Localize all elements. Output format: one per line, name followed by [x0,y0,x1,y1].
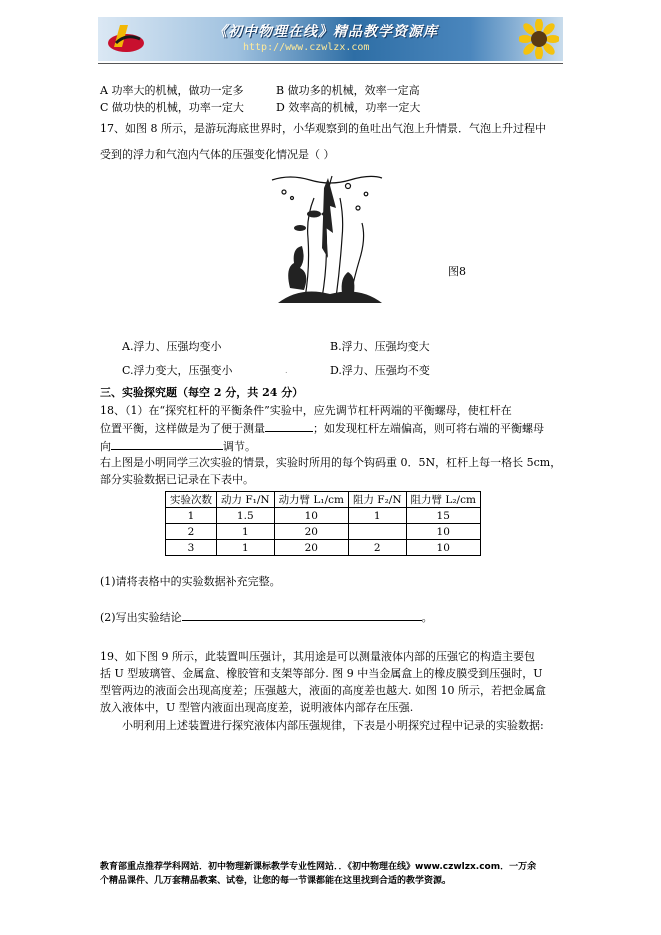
table-cell-empty[interactable] [348,524,406,540]
q17-option-b: B.浮力、压强均变大 [330,340,430,353]
q18-sub-2a: (2)写出实验结论 [100,611,182,624]
q19-line-4: 放入液体中，U 型管内液面出现高度差，说明液体内部存在压强. [100,701,414,714]
q17-line-2: 受到的浮力和气泡内气体的压强变化情况是（ ） [100,148,335,161]
q17-option-a: A.浮力、压强均变小 [122,340,222,353]
q18-blank-measure[interactable] [265,420,313,432]
section-3-heading: 三、实验探究题（每空 2 分，共 24 分） [100,386,304,399]
q17-line-1: 17、如图 8 所示，是游玩海底世界时，小华观察到的鱼吐出气泡上升情景．气泡上升过程中 [100,122,546,135]
table-cell: 20 [274,524,348,540]
q18-line-3 [100,438,256,455]
table-row [166,524,481,540]
lever-data-table [165,491,481,556]
table-cell: 1 [166,508,217,524]
figure-8-underwater-image [270,168,385,308]
q18-line-2b: ；如发现杠杆左端偏高，则可将右端的平衡螺母 [313,422,544,435]
q18-line-2a: 位置平衡，这样做是为了便于测量 [100,422,265,435]
table-cell: 2 [348,540,406,556]
table-cell: 15 [406,508,480,524]
table-row [166,508,481,524]
header-divider [98,63,563,64]
site-logo-icon [106,21,146,57]
table-cell: 10 [406,540,480,556]
q16-option-b: B 做功多的机械，效率一定高 [276,84,420,97]
q17-option-c: C.浮力变大，压强变小 [122,364,233,377]
q19-line-5: 小明利用上述装置进行探究液体内部压强规律，下表是小明探究过程中记录的实验数据: [122,719,544,732]
banner-url[interactable]: http://www.czwlzx.com [243,42,370,53]
figure-8-label: 图8 [448,265,466,278]
table-cell: 3 [166,540,217,556]
table-row [166,540,481,556]
table-cell: 1.5 [217,508,275,524]
q18-blank-conclusion[interactable] [182,609,422,621]
q18-sub-1: (1)请将表格中的实验数据补充完整。 [100,575,281,588]
q18-line-5: 部分实验数据已记录在下表中。 [100,473,254,486]
q16-option-a: A 功率大的机械，做功一定多 [100,84,244,97]
stray-dot: . [285,366,288,375]
table-header-row [166,492,481,508]
q16-option-c: C 做功快的机械，功率一定大 [100,101,244,114]
q18-sub-2 [100,609,433,626]
table-cell: 1 [217,524,275,540]
table-header-cell: 阻力 F₂/N [348,492,406,508]
q18-blank-direction[interactable] [111,438,223,450]
table-header-cell: 动力 F₁/N [217,492,275,508]
table-cell: 2 [166,524,217,540]
q18-line-4: 右上图是小明同学三次实验的情景，实验时所用的每个钩码重 0．5N，杠杆上每一格长 5cm， [100,456,562,469]
table-header-cell: 阻力臂 L₂/cm [406,492,480,508]
q16-option-d: D 效率高的机械，功率一定大 [276,101,421,114]
header-banner [98,17,563,61]
sunflower-icon [519,19,559,59]
table-cell: 10 [406,524,480,540]
table-cell: 10 [274,508,348,524]
banner-title: 《初中物理在线》精品教学资源库 [213,24,438,40]
q19-line-1: 19、如下图 9 所示，此装置叫压强计，其用途是可以测量液体内部的压强它的构造主要包 [100,650,535,663]
footer-line-2: 个精品课件、几万套精品教案、试卷，让您的每一节课都能在这里找到合适的教学资源。 [100,876,452,886]
q19-line-3: 型管两边的液面会出现高度差；压强越大，液面的高度差也越大. 如图 10 所示，若把金属盒 [100,684,546,697]
table-cell: 1 [348,508,406,524]
table-header-cell: 实验次数 [166,492,217,508]
q18-line-1: 18、（1）在“探究杠杆的平衡条件”实验中，应先调节杠杆两端的平衡螺母，使杠杆在 [100,404,512,417]
q19-line-2: 括 U 型玻璃管、金属盒、橡胶管和支架等部分. 图 9 中当金属盒上的橡皮膜受到压强时，U [100,667,543,680]
q17-option-d: D.浮力、压强均不变 [330,364,430,377]
table-cell: 1 [217,540,275,556]
table-header-cell: 动力臂 L₁/cm [274,492,348,508]
q18-sub-2b: 。 [421,611,433,624]
q18-line-2 [100,420,544,437]
table-cell: 20 [274,540,348,556]
footer-line-1: 教育部重点推荐学科网站．初中物理新课标教学专业性网站．．《初中物理在线》www.czwlzx.com．一万余 [100,862,537,872]
q18-line-3a: 向 [100,440,111,453]
q18-line-3b: 调节。 [223,440,256,453]
